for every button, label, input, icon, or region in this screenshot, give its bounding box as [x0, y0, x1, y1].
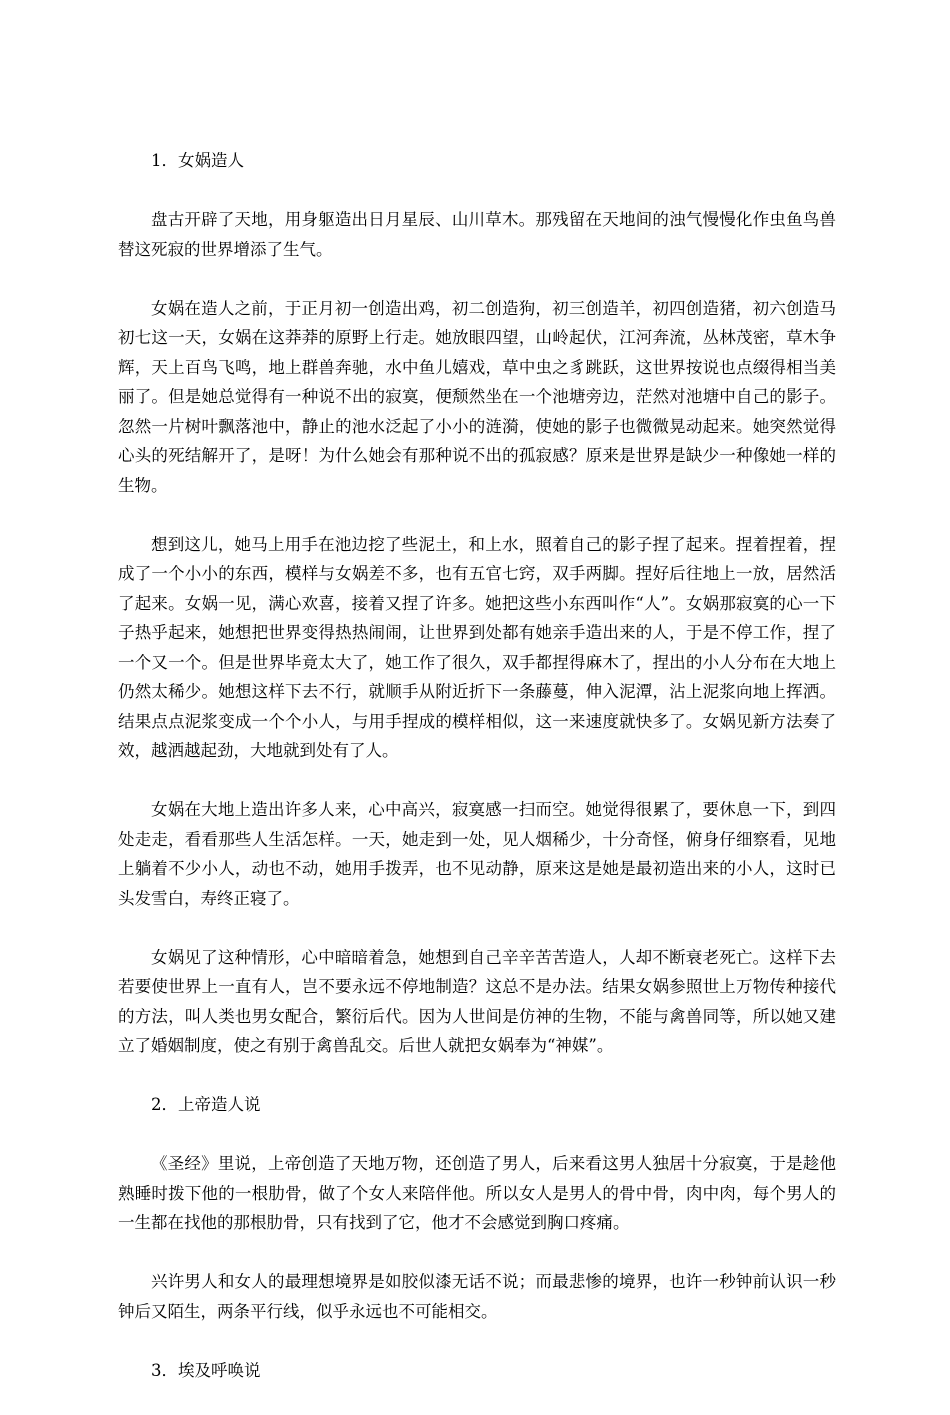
- section-heading-egypt: 3．埃及呼唤说: [151, 1360, 261, 1380]
- paragraph: 盘古开辟了天地，用身躯造出日月星辰、山川草木。那残留在天地间的浊气慢慢化作虫鱼鸟兽替这死寂的世界增添了生气。: [118, 210, 836, 259]
- paragraph: 兴许男人和女人的最理想境界是如胶似漆无话不说；而最悲惨的境界，也许一秒钟前认识一秒钟后又陌生，两条平行线，似乎永远也不可能相交。: [118, 1272, 836, 1321]
- paragraph: 想到这儿，她马上用手在池边挖了些泥土，和上水，照着自己的影子捏了起来。捏着捏着，捏成了一个小小的东西，模样与女娲差不多，也有五官七窍，双手两脚。捏好后往地上一放，居然活了起来。女娲一见，满心欢喜，接着又捏了许多。她把这些小东西叫作“人”。女娲那寂寞的心一下子热乎起来，她想把世界变得热热闹闹，让世界到处都有她亲手造出来的人，于是不停工作，捏了一个又一个。但是世界毕竟太大了，她工作了很久，双手都捏得麻木了，捏出的小人分布在大地上仍然太稀少。她想这样下去不行，就顺手从附近折下一条藤蔓，伸入泥潭，沾上泥浆向地上挥洒。结果点点泥浆变成一个个小人，与用手捏成的模样相似，这一来速度就快多了。女娲见新方法奏了效，越洒越起劲，大地就到处有了人。: [118, 534, 836, 760]
- paragraph: 女娲见了这种情形，心中暗暗着急，她想到自己辛辛苦苦造人，人却不断衰老死亡。这样下去若要使世界上一直有人，岂不要永远不停地制造？这总不是办法。结果女娲参照世上万物传种接代的方法，叫人类也男女配合，繁衍后代。因为人世间是仿神的生物，不能与禽兽同等，所以她又建立了婚姻制度，使之有别于禽兽乱交。后世人就把女娲奉为“神媒”。: [118, 947, 836, 1055]
- section-heading-nuwa: 1．女娲造人: [151, 151, 244, 170]
- paragraph: 女娲在造人之前，于正月初一创造出鸡，初二创造狗，初三创造羊，初四创造猪，初六创造马初七这一天，女娲在这莽莽的原野上行走。她放眼四望，山岭起伏，江河奔流，丛林茂密，草木争辉，天上百鸟飞鸣，地上群兽奔驰，水中鱼儿嬉戏，草中虫之豸跳跃，这世界按说也点缀得相当美丽了。但是她总觉得有一种说不出的寂寞，便颓然坐在一个池塘旁边，茫然对池塘中自己的影子。忽然一片树叶飘落池中，静止的池水泛起了小小的涟漪，使她的影子也微微晃动起来。她突然觉得心头的死结解开了，是呀！为什么她会有那种说不出的孤寂感？原来是世界是缺少一种像她一样的生物。: [118, 298, 836, 495]
- document-body: [118, 146, 836, 1415]
- paragraph: 《圣经》里说，上帝创造了天地万物，还创造了男人，后来看这男人独居十分寂寞，于是趁他熟睡时拨下他的一根肋骨，做了个女人来陪伴他。所以女人是男人的骨中骨，肉中肉，每个男人的一生都在找他的那根肋骨，只有找到了它，他才不会感觉到胸口疼痛。: [118, 1154, 836, 1232]
- section-heading-god: 2．上帝造人说: [151, 1095, 261, 1114]
- paragraph: 女娲在大地上造出许多人来，心中高兴，寂寞感一扫而空。她觉得很累了，要休息一下，到四处走走，看看那些人生活怎样。一天，她走到一处，见人烟稀少，十分奇怪，俯身仔细察看，见地上躺着不少小人，动也不动，她用手拨弄，也不见动静，原来这是她是最初造出来的小人，这时已头发雪白，寿终正寝了。: [118, 800, 836, 908]
